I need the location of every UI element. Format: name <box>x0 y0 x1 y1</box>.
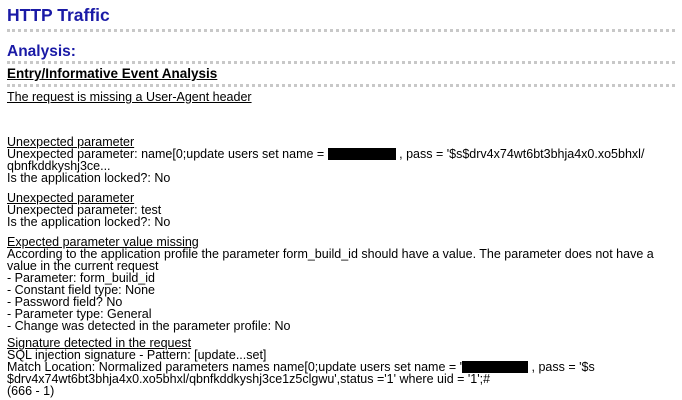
page-title: HTTP Traffic <box>7 5 110 25</box>
event-description: According to the application profile the parameter form_build_id should have a value. The parameter does not have a value in the current request <box>7 247 654 273</box>
analysis-divider <box>7 61 675 64</box>
event-unexpected-parameter-2 <box>7 192 675 228</box>
event-detail-line: Unexpected parameter: test <box>7 203 162 217</box>
title-divider <box>7 29 675 32</box>
event-detail-item: - Parameter: form_build_id <box>7 271 155 285</box>
event-detail-item: - Password field? No <box>7 295 123 309</box>
event-title: Unexpected parameter <box>7 191 135 205</box>
detail-text: Unexpected parameter: name[0;update users set name = <box>7 147 328 161</box>
event-signature-detected <box>7 337 675 397</box>
event-detail-item: - Change was detected in the parameter profile: No <box>7 319 291 333</box>
section-title: Entry/Informative Event Analysis <box>7 66 218 81</box>
section-divider <box>7 84 675 87</box>
redacted-block <box>328 148 396 160</box>
detail-text: , pass = '$s <box>528 360 595 374</box>
event-title: Unexpected parameter <box>7 135 135 149</box>
event-detail-line: Is the application locked?: No <box>7 215 171 229</box>
event-detail-line: (666 - 1) <box>7 384 55 398</box>
event-detail-item: - Parameter type: General <box>7 307 152 321</box>
event-missing-value <box>7 236 675 332</box>
missing-user-agent-note: The request is missing a User-Agent header <box>7 90 252 104</box>
event-unexpected-parameter-1 <box>7 136 675 184</box>
event-detail-line: $drv4x74wt6bt3bhja4x0.xo5bhxl/qbnfkddkyshj3ce1z5clgwu',status ='1' where uid = '1';# <box>7 372 491 386</box>
event-detail-line: SQL injection signature - Pattern: [update...set] <box>7 348 267 362</box>
detail-text: Match Location: Normalized parameters names name[0;update users set name = ' <box>7 360 463 374</box>
event-title: Expected parameter value missing <box>7 235 199 249</box>
analysis-heading: Analysis: <box>7 43 76 60</box>
event-detail-line: qbnfkddkyshj3ce... <box>7 159 111 173</box>
event-detail-item: - Constant field type: None <box>7 283 155 297</box>
detail-text: , pass = '$s$drv4x74wt6bt3bhja4x0.xo5bhxl/ <box>395 147 645 161</box>
event-title: Signature detected in the request <box>7 336 192 350</box>
event-detail-line: Is the application locked?: No <box>7 171 171 185</box>
